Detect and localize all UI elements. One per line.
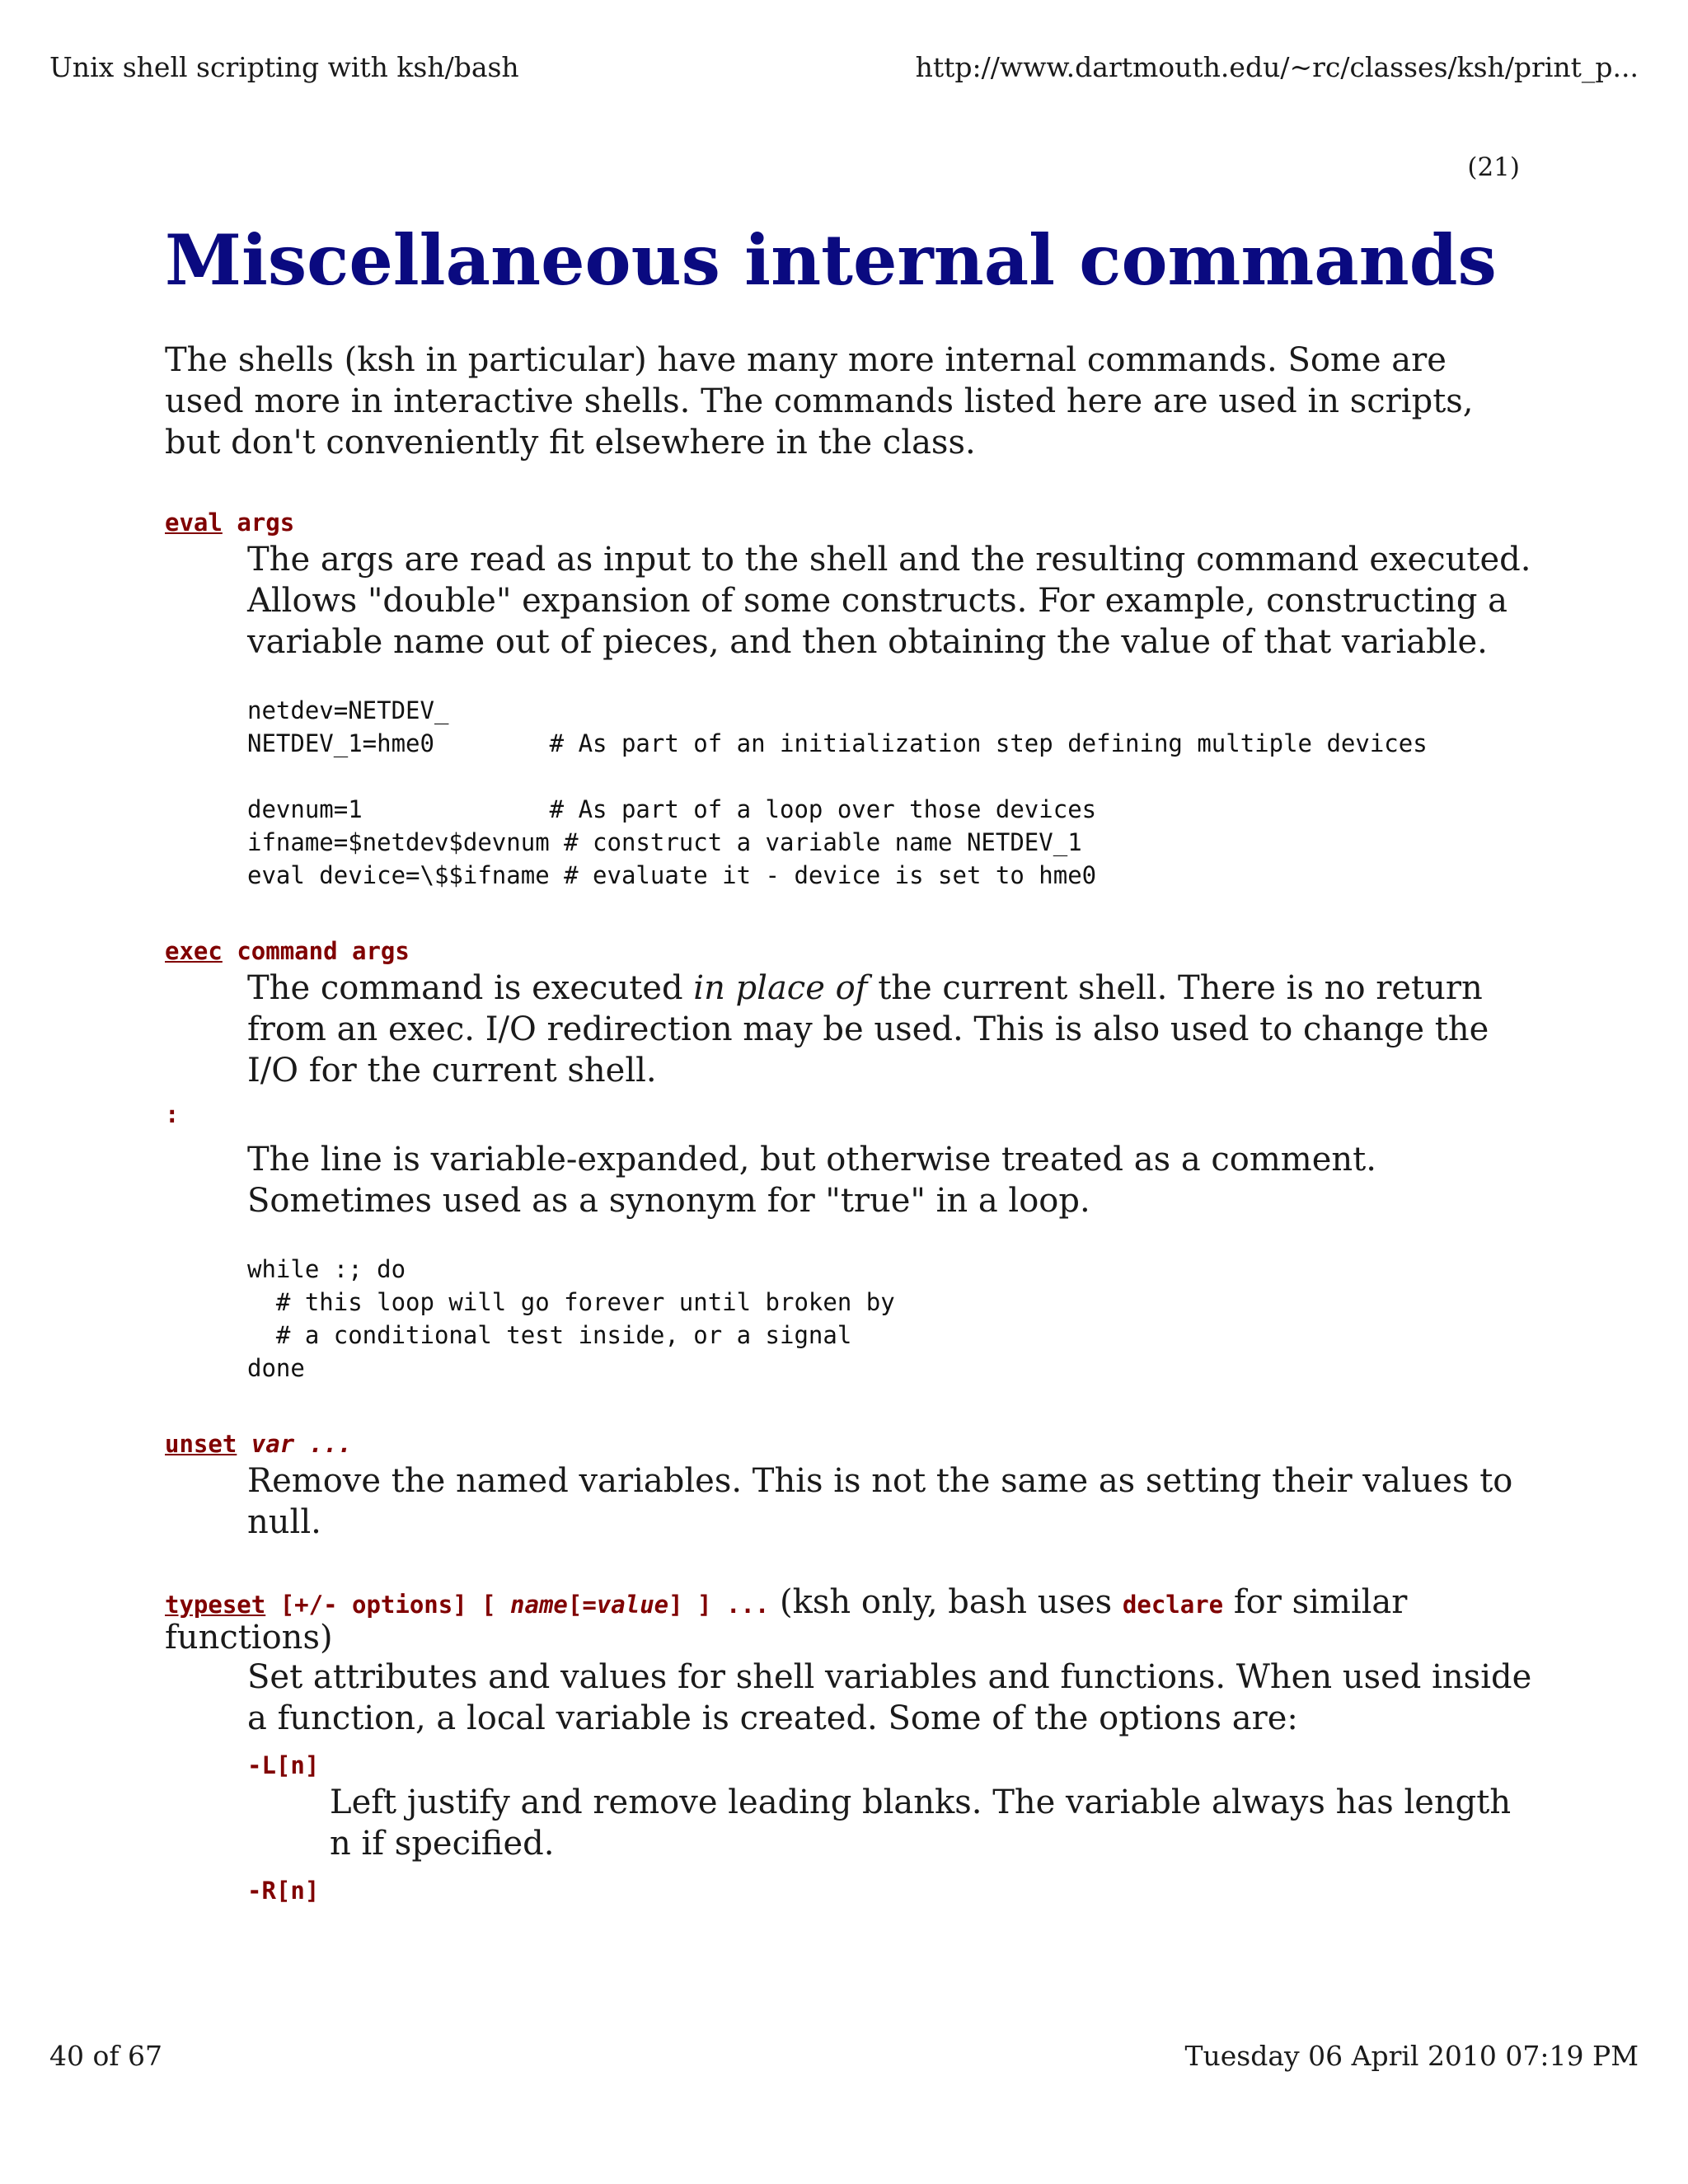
typeset-args-name: name xyxy=(510,1591,568,1619)
option-desc-L: Left justify and remove leading blanks. The variable always has length n if specified. xyxy=(330,1783,1512,1863)
declare-keyword: declare xyxy=(1122,1591,1224,1619)
typeset-note-2: for similar functions) xyxy=(165,1583,1408,1657)
slide-number: (21) xyxy=(1467,152,1520,182)
eval-args: args xyxy=(237,509,295,537)
unset-term xyxy=(165,1427,1533,1460)
page-content xyxy=(165,219,1533,1907)
option-flag-L: -L[n] xyxy=(247,1751,320,1780)
exec-args: command args xyxy=(237,937,410,966)
typeset-description: Set attributes and values for shell variables and functions. When used inside a function, a local variable is created. Some of the options are: xyxy=(247,1658,1532,1738)
eval-description: The args are read as input to the shell and the resulting command executed. Allows "double" expansion of some constructs. For example, constructing a variable name out of pieces, and then obtaining the value of that variable. xyxy=(247,541,1531,662)
page-title: Miscellaneous internal commands xyxy=(165,219,1497,301)
document-title: Unix shell scripting with ksh/bash xyxy=(49,51,519,83)
eval-code-example: netdev=NETDEV_ NETDEV_1=hme0 # As part of an initialization step defining multiple devices devnum=1 # As part of a loop over those devices ifname=$netdev$devnum # construct a variable name NETDEV_1 eval device=\$$ifname # evaluate it - device is set to hme0 xyxy=(247,696,1428,890)
typeset-args-2: [= xyxy=(567,1591,597,1619)
exec-term xyxy=(165,935,1533,968)
exec-desc-before: The command is executed xyxy=(247,969,694,1008)
print-timestamp: Tuesday 06 April 2010 07:19 PM xyxy=(1184,2040,1639,2072)
colon-term: : xyxy=(165,1100,180,1129)
document-url: http://www.dartmouth.edu/~rc/classes/ksh/print_p... xyxy=(915,51,1639,83)
option-flag-R: -R[n] xyxy=(247,1877,320,1905)
exec-keyword[interactable]: exec xyxy=(165,937,223,966)
eval-keyword[interactable]: eval xyxy=(165,509,223,537)
typeset-term xyxy=(165,1583,1533,1657)
colon-code-example: while :; do # this loop will go forever until broken by # a conditional test inside, or a signal done xyxy=(247,1255,895,1383)
typeset-note-1: (ksh only, bash uses xyxy=(769,1583,1123,1622)
exec-desc-emphasis: in place of xyxy=(693,969,868,1008)
unset-keyword[interactable]: unset xyxy=(165,1430,237,1459)
typeset-args-3: ] ] ... xyxy=(668,1591,770,1619)
typeset-args-1: [+/- options] [ xyxy=(279,1591,511,1619)
print-header xyxy=(49,51,1639,83)
typeset-args-value: value xyxy=(596,1591,669,1619)
typeset-keyword[interactable]: typeset xyxy=(165,1591,266,1619)
intro-paragraph: The shells (ksh in particular) have many more internal commands. Some are used more in interactive shells. The commands listed here are used in scripts, but don't conveniently fit elsewhere in the class. xyxy=(165,341,1474,462)
eval-term xyxy=(165,506,1533,539)
print-footer xyxy=(49,2040,1639,2072)
colon-description: The line is variable-expanded, but otherwise treated as a comment. Sometimes used as a synonym for "true" in a loop. xyxy=(247,1141,1376,1221)
exec-desc-after: the current shell. There is no return from an exec. I/O redirection may be used. This is also used to change the I/O for the current shell. xyxy=(247,969,1489,1090)
unset-args: var ... xyxy=(251,1430,352,1459)
page-count: 40 of 67 xyxy=(49,2040,163,2072)
unset-description: Remove the named variables. This is not the same as setting their values to null. xyxy=(247,1462,1513,1542)
exec-description xyxy=(247,968,1533,1091)
